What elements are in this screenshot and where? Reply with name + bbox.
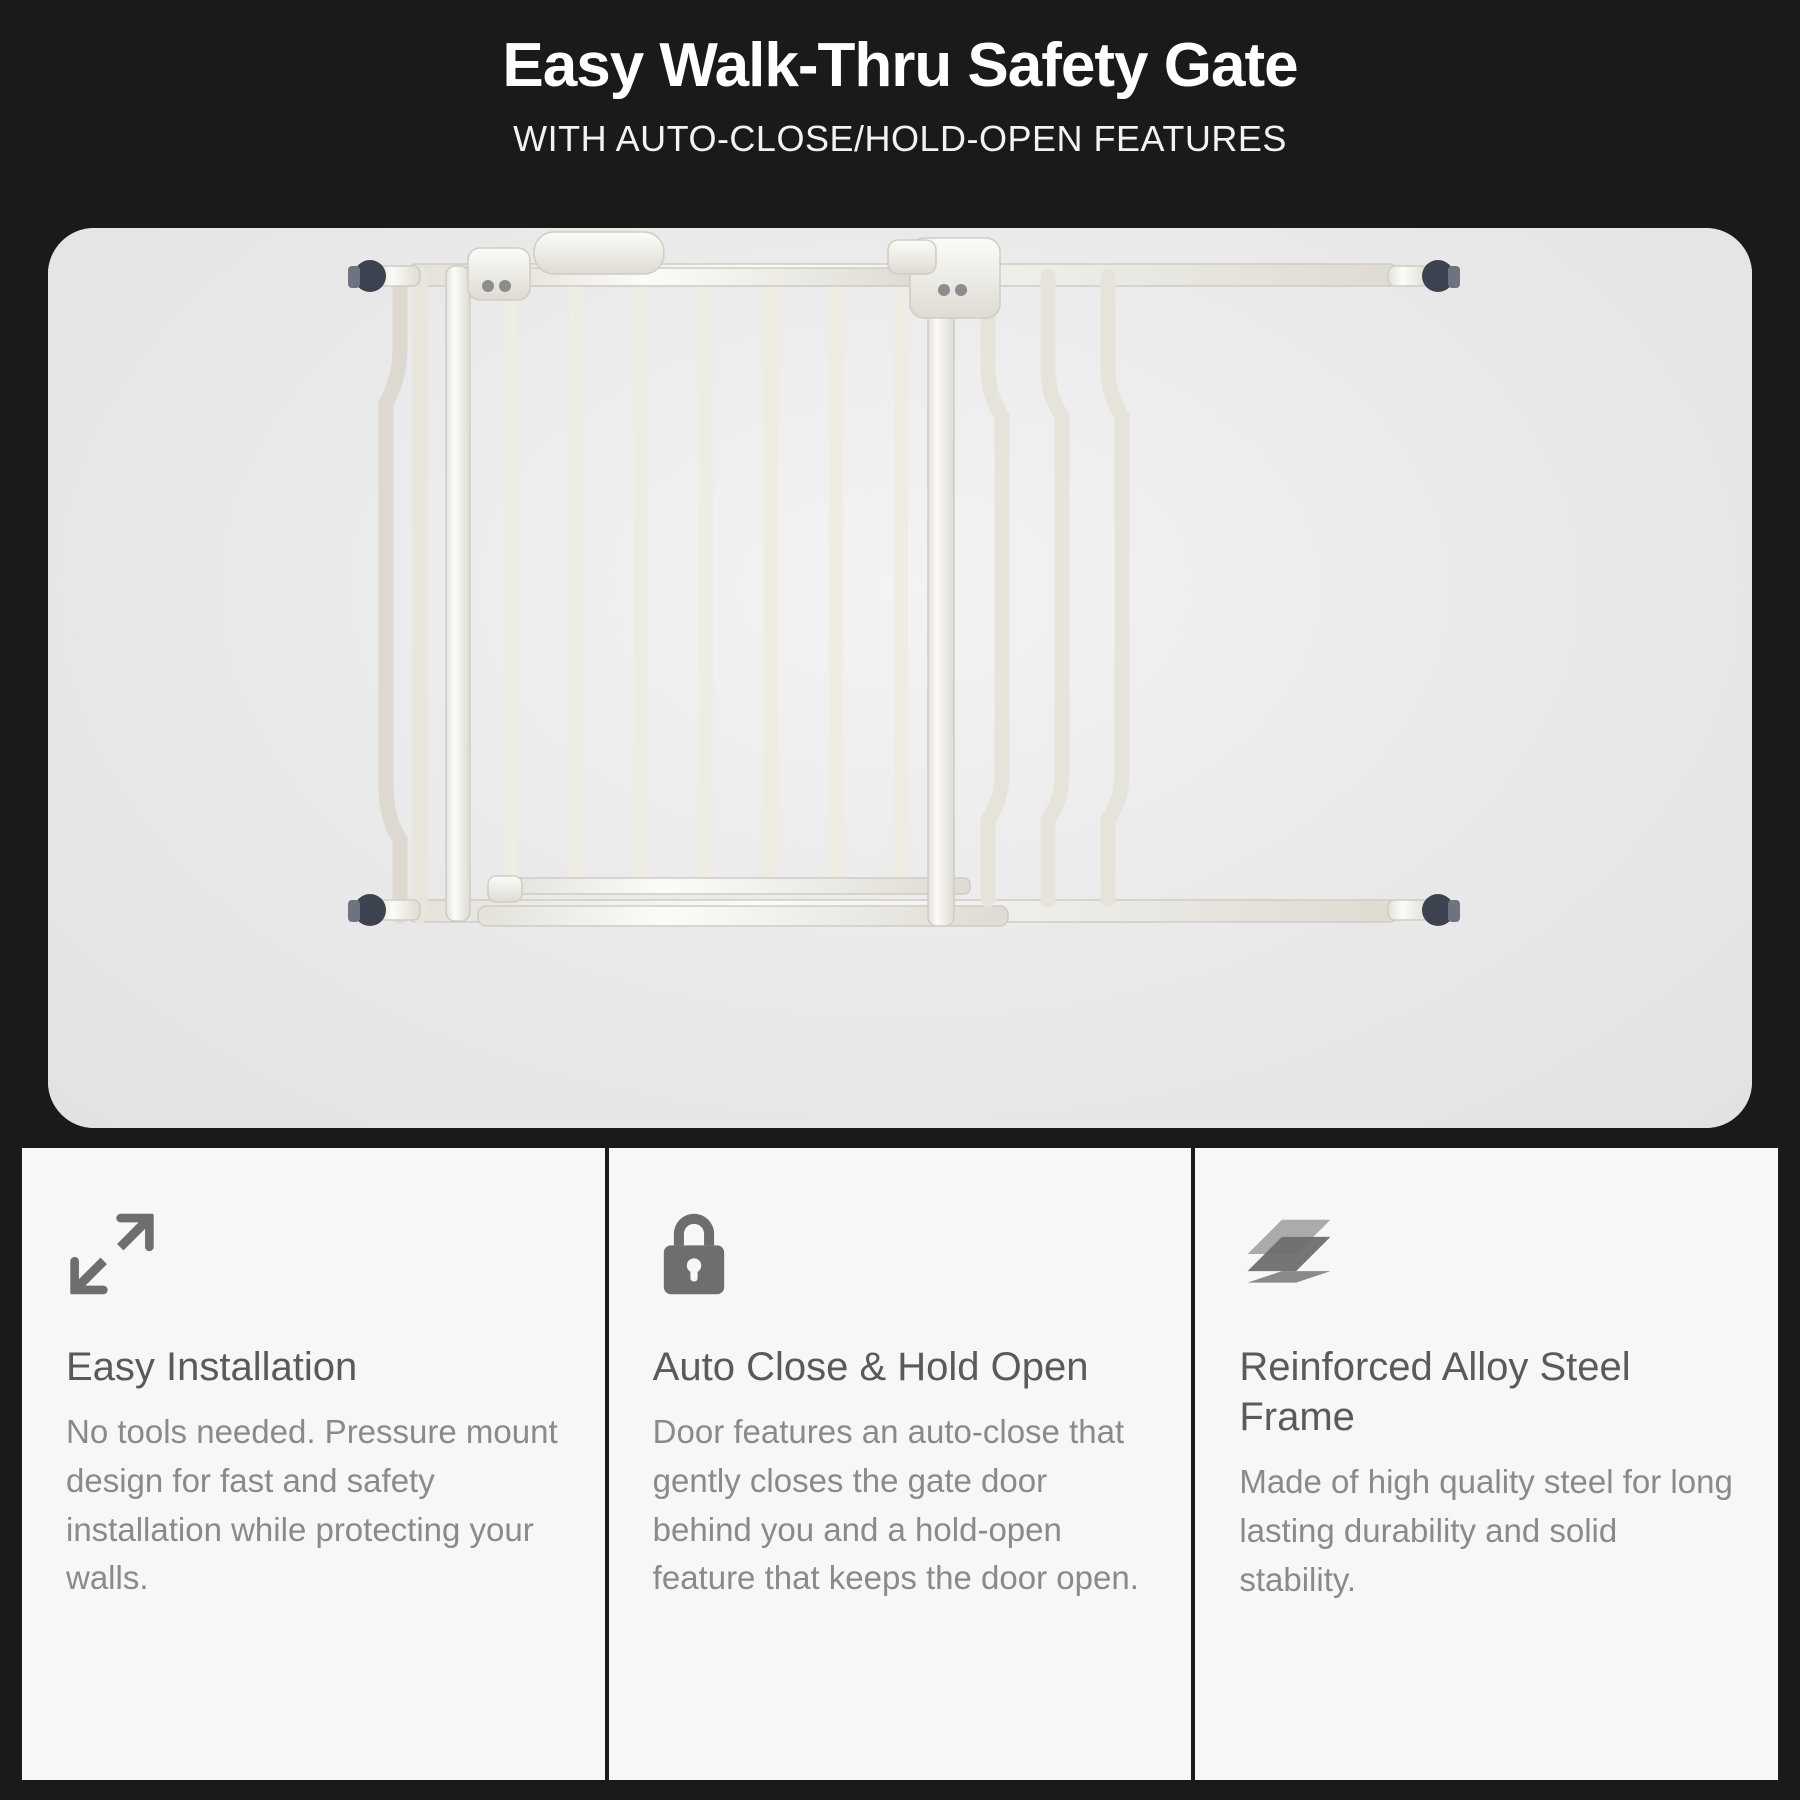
feature-title: Auto Close & Hold Open <box>652 1345 1089 1389</box>
steel-beams-icon <box>1239 1206 1734 1302</box>
safety-gate-illustration <box>48 228 1752 1128</box>
feature-body: Made of high quality steel for long lasting durability and solid stability. <box>1239 1463 1733 1598</box>
feature-card-auto-close <box>609 1148 1192 1780</box>
feature-title: Reinforced Alloy Steel Frame <box>1239 1345 1631 1439</box>
feature-body: No tools needed. Pressure mount design for fast and safety installation while protecting your walls. <box>66 1413 558 1597</box>
lock-icon <box>653 1206 1148 1302</box>
page-subtitle: WITH AUTO-CLOSE/HOLD-OPEN FEATURES <box>513 118 1287 160</box>
expand-arrows-icon <box>66 1206 561 1302</box>
feature-card-steel-frame <box>1195 1148 1778 1780</box>
feature-body: Door features an auto-close that gently closes the gate door behind you and a hold-open feature that keeps the door open. <box>652 1413 1139 1597</box>
header <box>0 0 1800 228</box>
page-title: Easy Walk-Thru Safety Gate <box>502 31 1298 100</box>
feature-cards <box>22 1148 1778 1780</box>
feature-card-easy-installation <box>22 1148 605 1780</box>
feature-title: Easy Installation <box>66 1345 358 1389</box>
product-image-panel <box>48 228 1752 1128</box>
